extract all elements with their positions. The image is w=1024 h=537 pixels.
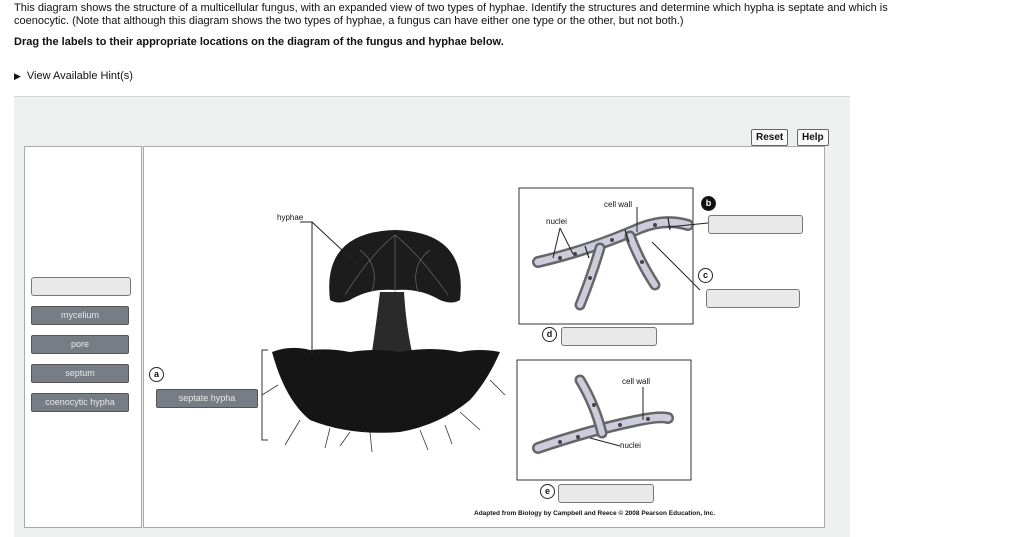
credit-line: Adapted from Biology by Campbell and Reece © 2008 Pearson Education, Inc. — [474, 510, 716, 517]
drop-target-c[interactable] — [706, 289, 800, 308]
top-nuclei-label: nuclei — [546, 217, 567, 226]
instructions-line-2: coenocytic. (Note that although this diagram shows the two types of hyphae, a fungus can have either one type or the other, but not both.) — [14, 15, 684, 27]
target-letter-a: a — [149, 367, 164, 382]
top-cell-wall-label: cell wall — [604, 200, 633, 209]
caret-right-icon: ▶ — [14, 71, 21, 81]
drag-instruction: Drag the labels to their appropriate locations on the diagram of the fungus and hyphae below. — [14, 36, 504, 48]
drop-target-e[interactable] — [558, 484, 654, 503]
hints-label: View Available Hint(s) — [26, 70, 133, 82]
instructions-line-1: This diagram shows the structure of a multicellular fungus, with an expanded view of two types of hyphae. Identify the structures and determine which hypha is septate and which is — [14, 2, 888, 14]
placed-label-septate-hypha[interactable]: septate hypha — [156, 389, 258, 408]
target-letter-c: c — [698, 268, 713, 283]
target-letter-d: d — [542, 327, 557, 342]
reset-button[interactable]: Reset — [751, 129, 788, 146]
target-letter-b: b — [701, 196, 716, 211]
mushroom-stalk — [372, 292, 412, 352]
label-chip-coenocytic-hypha[interactable]: coenocytic hypha — [31, 393, 129, 412]
mycelium-mass — [272, 348, 500, 433]
help-button[interactable]: Help — [797, 129, 829, 146]
drop-target-d[interactable] — [561, 327, 657, 346]
drop-target-b[interactable] — [708, 215, 803, 234]
label-chip-septum[interactable]: septum — [31, 364, 129, 383]
bottom-cell-wall-label: cell wall — [622, 377, 651, 386]
target-letter-e: e — [540, 484, 555, 499]
hyphae-label: hyphae — [277, 213, 304, 222]
label-chip-mycelium[interactable]: mycelium — [31, 306, 129, 325]
bottom-nuclei-label: nuclei — [620, 441, 641, 450]
label-chip-pore[interactable]: pore — [31, 335, 129, 354]
